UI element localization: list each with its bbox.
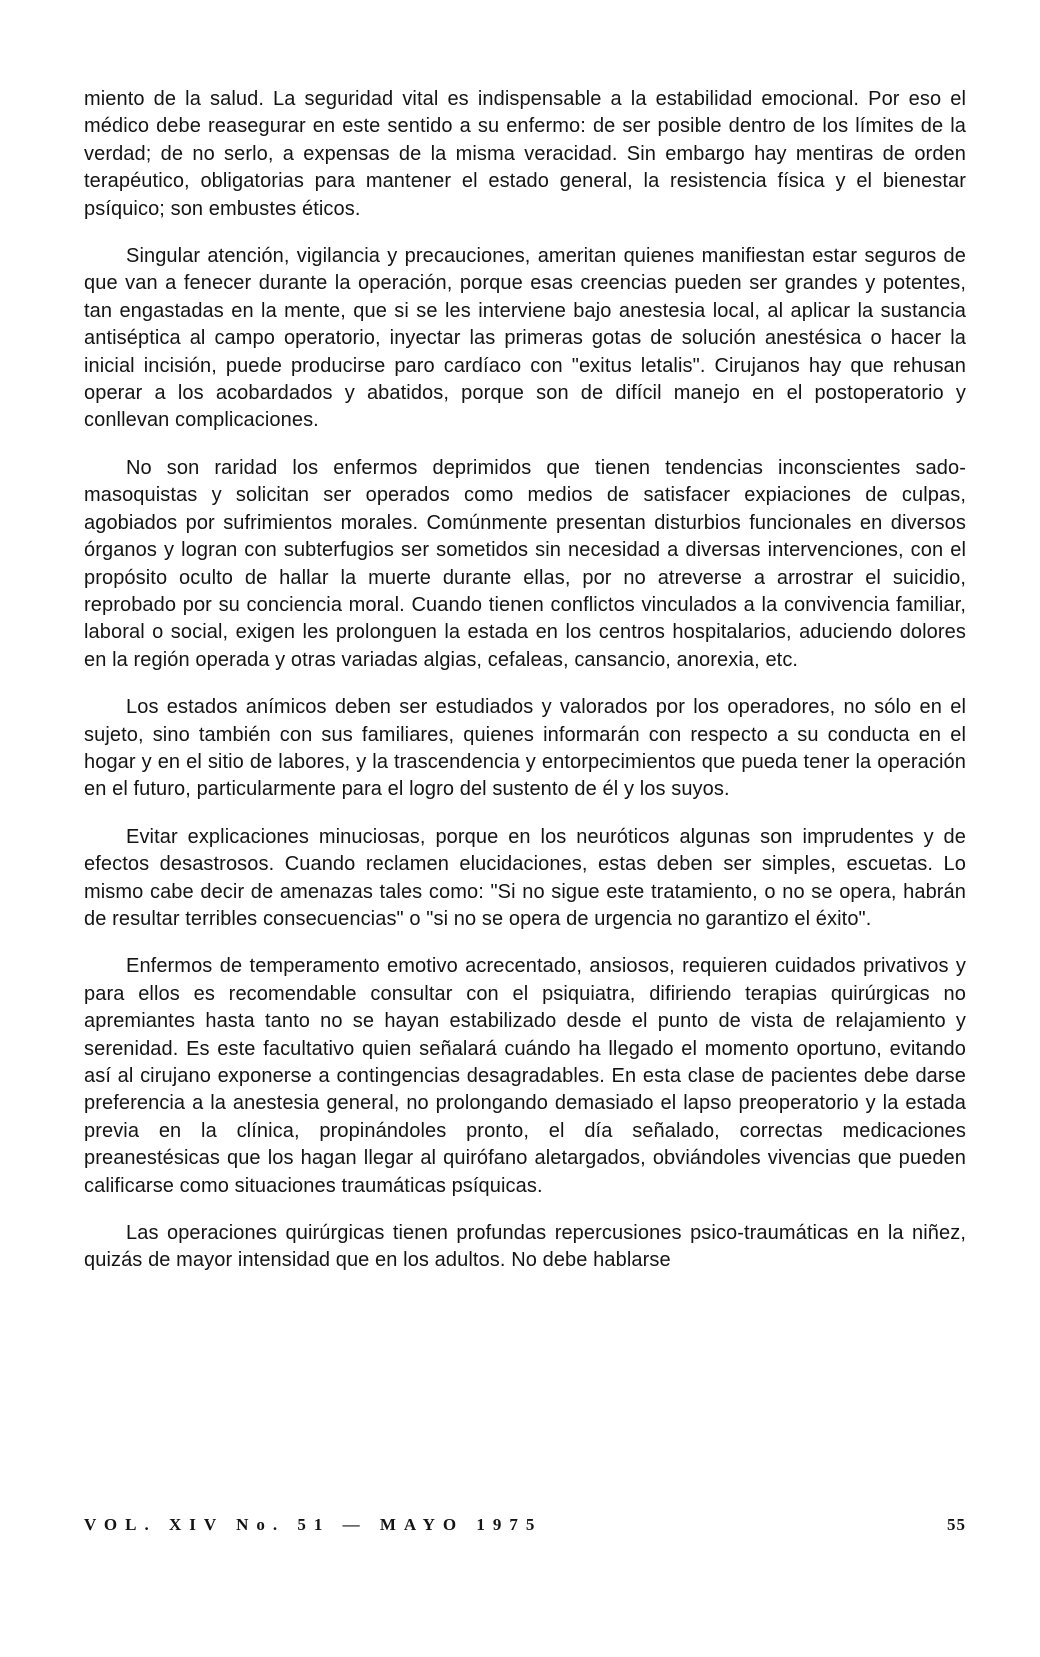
issue-info: VOL. XIV No. 51 — MAYO 1975	[84, 1515, 543, 1534]
body-text	[84, 86, 966, 1275]
paragraph-1: miento de la salud. La seguridad vital es indispensable a la estabilidad emocional. Por eso el médico debe reasegurar en este sentido a su enfermo: de ser posible dentro de los límites de la verdad; de no serlo, a expensas de la misma veracidad. Sin embargo hay mentiras de orden terapéutico, obligatorias para mantener el estado general, la resistencia física y el bienestar psíquico; son embustes éticos.	[84, 88, 966, 220]
paragraph-7: Las operaciones quirúrgicas tienen profundas repercusiones psico-traumáticas en la niñez, quizás de mayor intensidad que en los adultos. No debe hablarse	[84, 1222, 966, 1272]
paragraph-3: No son raridad los enfermos deprimidos que tienen tendencias inconscientes sado-masoquistas y solicitan ser operados como medios de satisfacer expiaciones de culpas, agobiados por sufrimientos morales. Comúnmente presentan disturbios funcionales en diversos órganos y logran con subterfugios ser sometidos sin necesidad a diversas intervenciones, con el propósito oculto de hallar la muerte durante ellas, por no atreverse a arrostrar el suicidio, reprobado por su conciencia moral. Cuando tienen conflictos vinculados a la convivencia familiar, laboral o social, exigen les prolonguen la estada en los centros hospitalarios, aduciendo dolores en la región operada y otras variadas algias, cefaleas, cansancio, anorexia, etc.	[84, 456, 966, 671]
paragraph-5: Evitar explicaciones minuciosas, porque en los neuróticos algunas son imprudentes y de efectos desastrosos. Cuando reclamen elucidaciones, estas deben ser simples, escuetas. Lo mismo cabe decir de amenazas tales como: "Si no sigue este tratamiento, o no se opera, habrán de resultar terribles consecuencias" o "si no se opera de urgencia no garantizo el éxito".	[84, 825, 966, 930]
page-footer	[84, 1515, 966, 1545]
paragraph-6: Enfermos de temperamento emotivo acrecentado, ansiosos, requieren cuidados privativos y para ellos es recomendable consultar con el psiquiatra, difiriendo terapias quirúrgicas no apremiantes hasta tanto no se hayan estabilizado desde el punto de vista de relajamiento y serenidad. Es este facultativo quien señalará cuándo ha llegado el momento oportuno, evitando así al cirujano exponerse a contingencias desagradables. En esta clase de pacientes debe darse preferencia a la anestesia general, no prolongando demasiado el lapso preoperatorio y la estada previa en la clínica, propinándoles pronto, el día señalado, correctas medicaciones preanestésicas que los hagan llegar al quirófano aletargados, obviándoles vivencias que pueden calificarse como situaciones traumáticas psíquicas.	[84, 955, 966, 1197]
paragraph-2: Singular atención, vigilancia y precauciones, ameritan quienes manifiestan estar seguros de que van a fenecer durante la operación, porque esas creencias pueden ser grandes y potentes, tan engastadas en la mente, que si se les interviene bajo anestesia local, al aplicar la sustancia antiséptica al campo operatorio, inyectar las primeras gotas de solución anestésica o hacer la inicial incisión, puede producirse paro cardíaco con "exitus letalis". Cirujanos hay que rehusan operar a los acobardados y abatidos, porque son de difícil manejo en el postoperatorio y conllevan complicaciones.	[84, 245, 966, 432]
page-number: 55	[947, 1515, 966, 1534]
paragraph-4: Los estados anímicos deben ser estudiados y valorados por los operadores, no sólo en el sujeto, sino también con sus familiares, quienes informarán con respecto a su conducta en el hogar y en el sitio de labores, y la trascendencia y entorpecimientos que pueda tener la operación en el futuro, particularmente para el logro del sustento de él y los suyos.	[84, 696, 966, 801]
